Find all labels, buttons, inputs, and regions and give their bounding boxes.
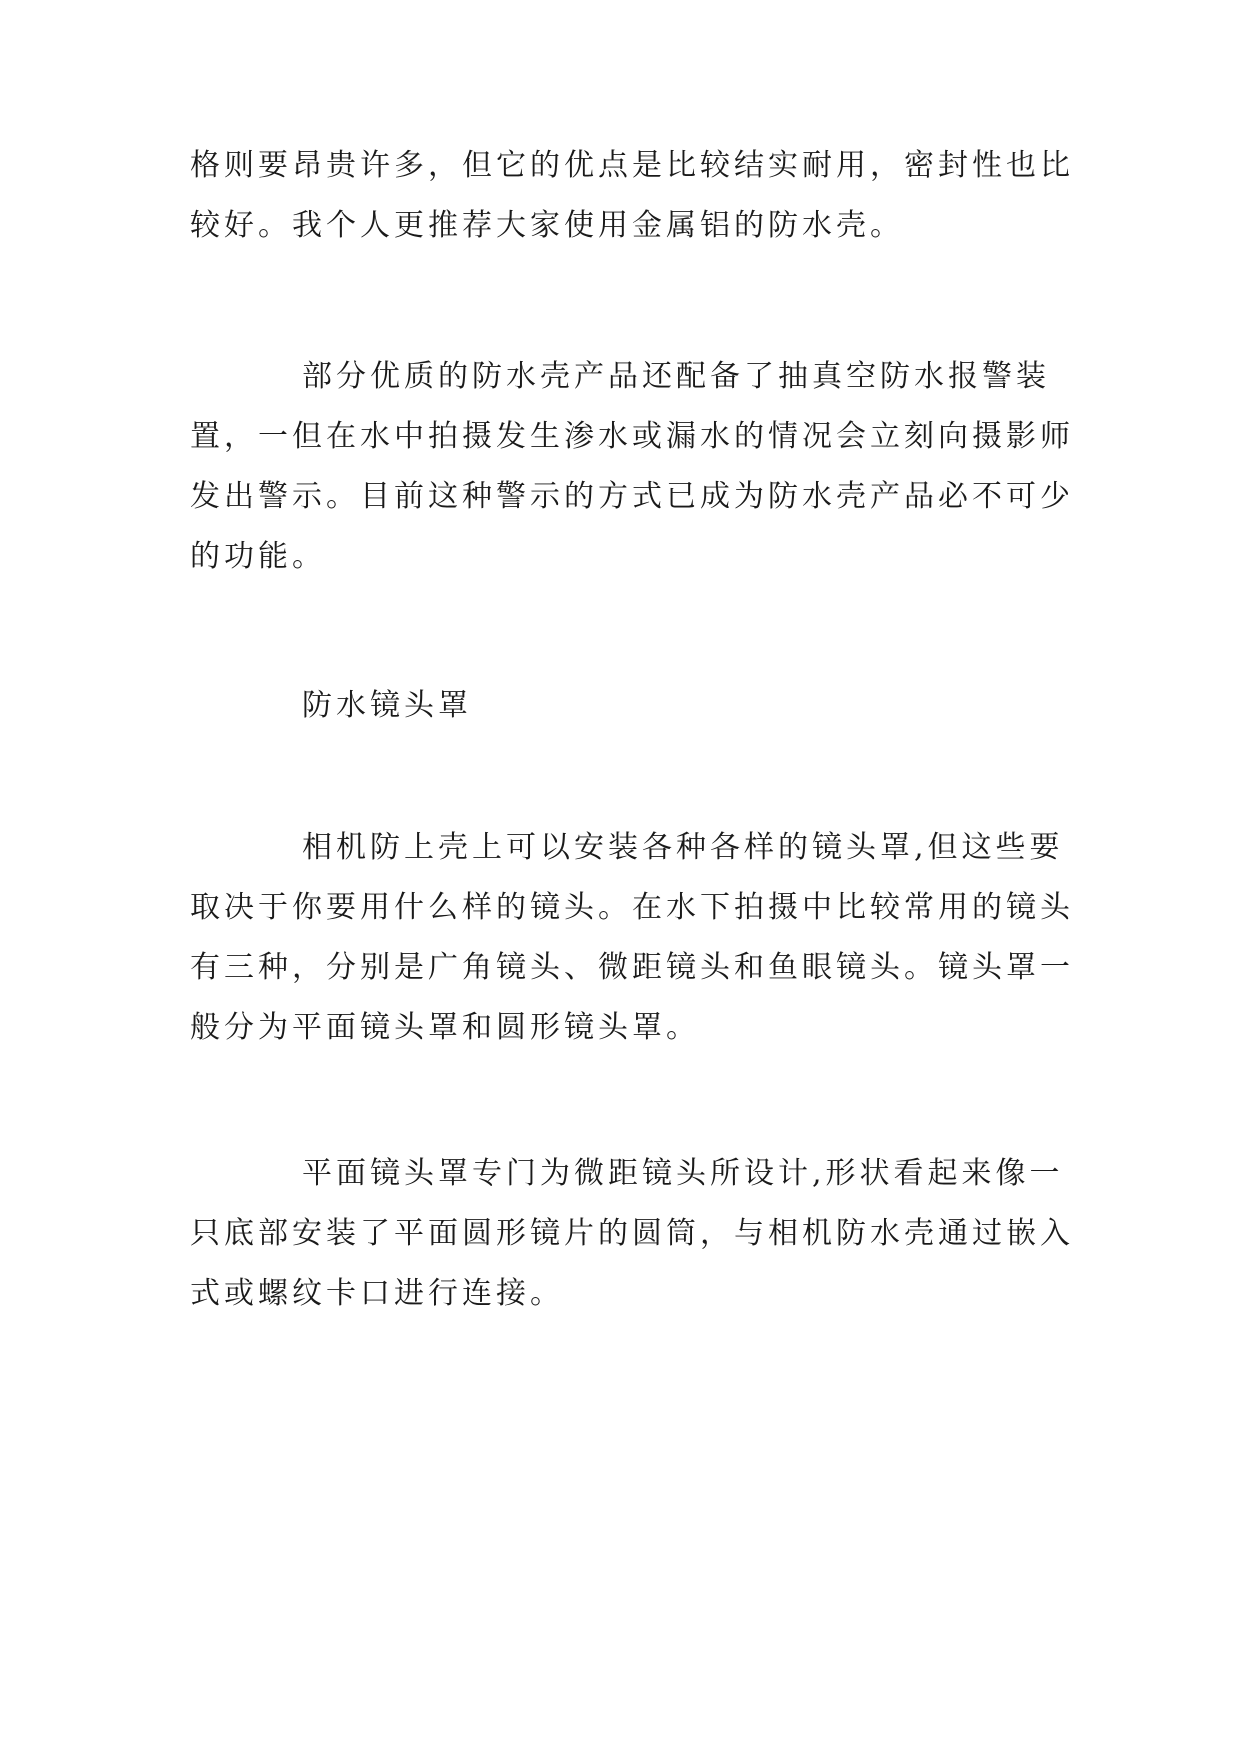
text-line: 较好。我个人更推荐大家使用金属铝的防水壳。 (190, 208, 904, 243)
text-line: 取决于你要用什么样的镜头。在水下拍摄中比较常用的镜头 (190, 890, 1074, 925)
text-line: 般分为平面镜头罩和圆形镜头罩。 (190, 1010, 700, 1045)
text-line: 相机防上壳上可以安装各种各样的镜头罩,但这些要 (302, 830, 1064, 865)
section-heading (190, 676, 1060, 736)
text-line: 有三种，分别是广角镜头、微距镜头和鱼眼镜头。镜头罩一 (190, 950, 1074, 985)
text-line: 置，一但在水中拍摄发生渗水或漏水的情况会立刻向摄影师 (190, 419, 1074, 454)
paragraph-continuation (190, 136, 1074, 256)
text-line: 只底部安装了平面圆形镜片的圆筒，与相机防水壳通过嵌入 (190, 1216, 1074, 1251)
text-line: 平面镜头罩专门为微距镜头所设计,形状看起来像一 (302, 1156, 1064, 1191)
text-line: 发出警示。目前这种警示的方式已成为防水壳产品必不可少 (190, 479, 1074, 514)
paragraph-vacuum-alarm (190, 347, 1074, 587)
text-line: 格则要昂贵许多，但它的优点是比较结实耐用，密封性也比 (190, 148, 1074, 183)
text-line: 的功能。 (190, 539, 326, 574)
paragraph-flat-port (190, 1144, 1074, 1324)
heading-line: 防水镜头罩 (302, 688, 472, 723)
paragraph-lens-ports (190, 818, 1074, 1058)
text-line: 部分优质的防水壳产品还配备了抽真空防水报警装 (302, 359, 1050, 394)
text-line: 式或螺纹卡口进行连接。 (190, 1276, 564, 1311)
